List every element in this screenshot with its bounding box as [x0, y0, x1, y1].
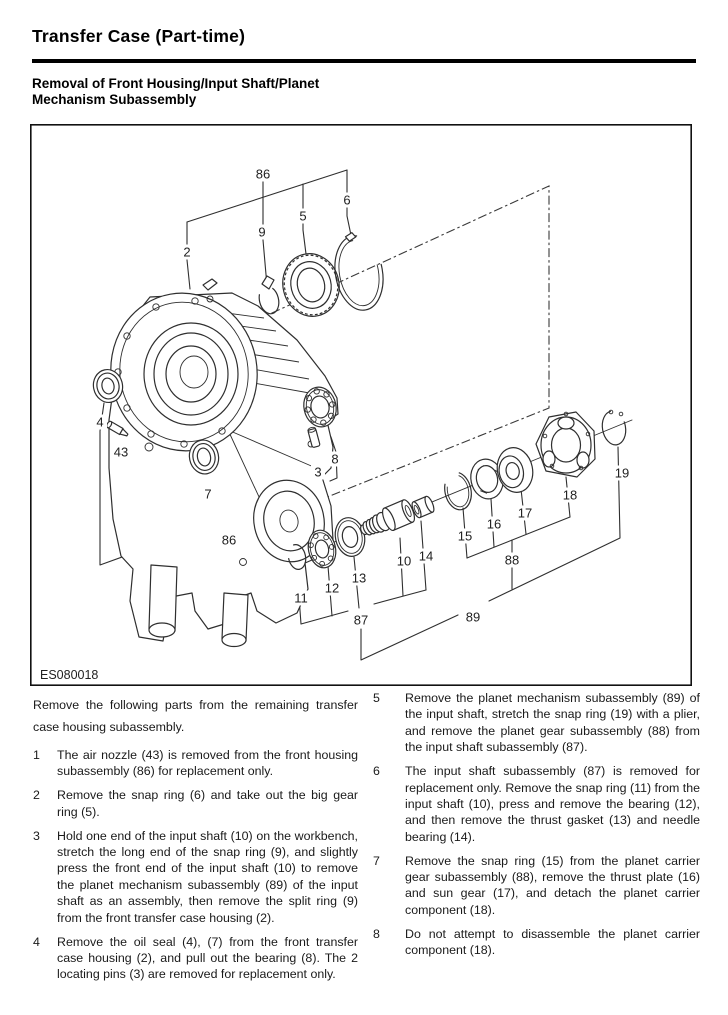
callout-17 — [516, 506, 534, 521]
svg-text:4: 4 — [96, 414, 104, 430]
callout-12 — [323, 581, 341, 596]
callout-6 — [340, 193, 354, 208]
svg-text:17: 17 — [517, 505, 533, 521]
step-number: 7 — [373, 853, 380, 868]
callout-18 — [561, 488, 579, 503]
callout-19 — [613, 466, 631, 481]
svg-text:8: 8 — [331, 451, 339, 467]
step-text: The air nozzle (43) is removed from the front housing subassembly (86) for replacement only. — [57, 748, 358, 779]
svg-text:86: 86 — [255, 166, 271, 182]
callout-2 — [180, 245, 194, 260]
instruction-step-2 — [33, 787, 358, 820]
svg-text:11: 11 — [294, 590, 308, 606]
callout-43 — [111, 445, 131, 460]
callout-89 — [463, 610, 483, 625]
instructions-intro: Remove the following parts from the remaining transfer case housing subassembly. — [33, 698, 358, 734]
svg-text:3: 3 — [314, 464, 322, 480]
step-text: The input shaft subassembly (87) is removed for replacement only. Remove the snap ring (11) from the input shaft (10), press and remove the bearing (12), and then remove the thrust gasket (13) and needle bearing (14). — [405, 764, 700, 844]
step-text: Remove the snap ring (6) and take out the big gear ring (5). — [57, 788, 358, 819]
instruction-step-7 — [373, 853, 700, 919]
instruction-step-5 — [373, 690, 700, 756]
svg-text:16: 16 — [486, 516, 502, 532]
svg-text:12: 12 — [324, 580, 340, 596]
callout-88 — [502, 553, 522, 568]
page-title: Transfer Case (Part-time) — [32, 26, 246, 46]
callout-13 — [350, 571, 368, 586]
step-number: 8 — [373, 926, 380, 941]
step-number: 4 — [33, 934, 40, 949]
svg-text:19: 19 — [614, 465, 630, 481]
callout-7 — [201, 487, 215, 502]
instruction-step-8 — [373, 926, 700, 959]
svg-text:18: 18 — [562, 487, 578, 503]
callout-11 — [292, 591, 310, 606]
svg-text:88: 88 — [504, 552, 520, 568]
step-number: 3 — [33, 828, 40, 843]
figure-frame — [30, 124, 692, 686]
instruction-step-1 — [33, 747, 358, 780]
callout-9 — [255, 225, 269, 240]
svg-text:14: 14 — [418, 548, 434, 564]
svg-text:10: 10 — [396, 553, 412, 569]
step-number: 5 — [373, 691, 380, 705]
svg-text:15: 15 — [457, 528, 473, 544]
svg-text:13: 13 — [351, 570, 367, 586]
callout-15 — [456, 529, 474, 544]
instruction-step-4 — [33, 934, 358, 983]
svg-text:2: 2 — [183, 244, 191, 260]
callout-86-top — [253, 167, 273, 182]
title-rule — [32, 59, 696, 63]
step-text: Do not attempt to disassemble the planet carrier component (18). — [405, 926, 700, 958]
exploded-diagram — [30, 124, 692, 686]
callout-8 — [328, 452, 342, 467]
step-number: 1 — [33, 748, 40, 762]
svg-text:7: 7 — [204, 486, 212, 502]
callout-87 — [351, 613, 371, 628]
svg-text:43: 43 — [113, 444, 129, 460]
step-number: 6 — [373, 764, 380, 779]
instruction-step-6 — [373, 763, 700, 845]
figure-code: ES080018 — [40, 668, 99, 682]
step-text: Remove the oil seal (4), (7) from the front transfer case housing (2), and pull out the bearing (8). The 2 locating pins (3) are removed for replacement only. — [57, 934, 358, 982]
svg-text:86: 86 — [221, 532, 237, 548]
callout-16 — [485, 517, 503, 532]
svg-text:6: 6 — [343, 192, 351, 208]
instructions-column-right — [373, 690, 700, 966]
callout-3 — [311, 465, 325, 480]
step-text: Remove the snap ring (15) from the planet carrier gear subassembly (88), remove the thrust plate (16) and sun gear (17), and detach the planet carrier component (18). — [405, 853, 700, 917]
svg-text:9: 9 — [258, 224, 266, 240]
section-subtitle: Removal of Front Housing/Input Shaft/Planet Mechanism Subassembly — [32, 76, 320, 107]
instruction-step-3 — [33, 828, 358, 926]
callout-10 — [395, 554, 413, 569]
step-number: 2 — [33, 788, 40, 803]
svg-text:89: 89 — [465, 609, 481, 625]
svg-text:87: 87 — [353, 612, 369, 628]
callout-4 — [93, 415, 107, 430]
step-text: Remove the planet mechanism subassembly (89) of the input shaft, stretch the snap ring (19) with a plier, and remove the planet gear subassembly (88) from the input shaft subassembly (87). — [405, 691, 700, 755]
step-text: Hold one end of the input shaft (10) on the workbench, stretch the long end of the snap ring (9), and slightly press the front end of the input shaft (10) to remove the planet mechanism subassembly (89) of the input shaft as an assembly, then remove the split ring (9) from the front transfer case housing (2). — [57, 828, 358, 925]
callout-14 — [417, 549, 435, 564]
callout-5 — [296, 209, 310, 224]
callout-86-bottom — [219, 533, 239, 548]
svg-text:5: 5 — [299, 208, 307, 224]
instructions-column-left — [33, 690, 358, 990]
